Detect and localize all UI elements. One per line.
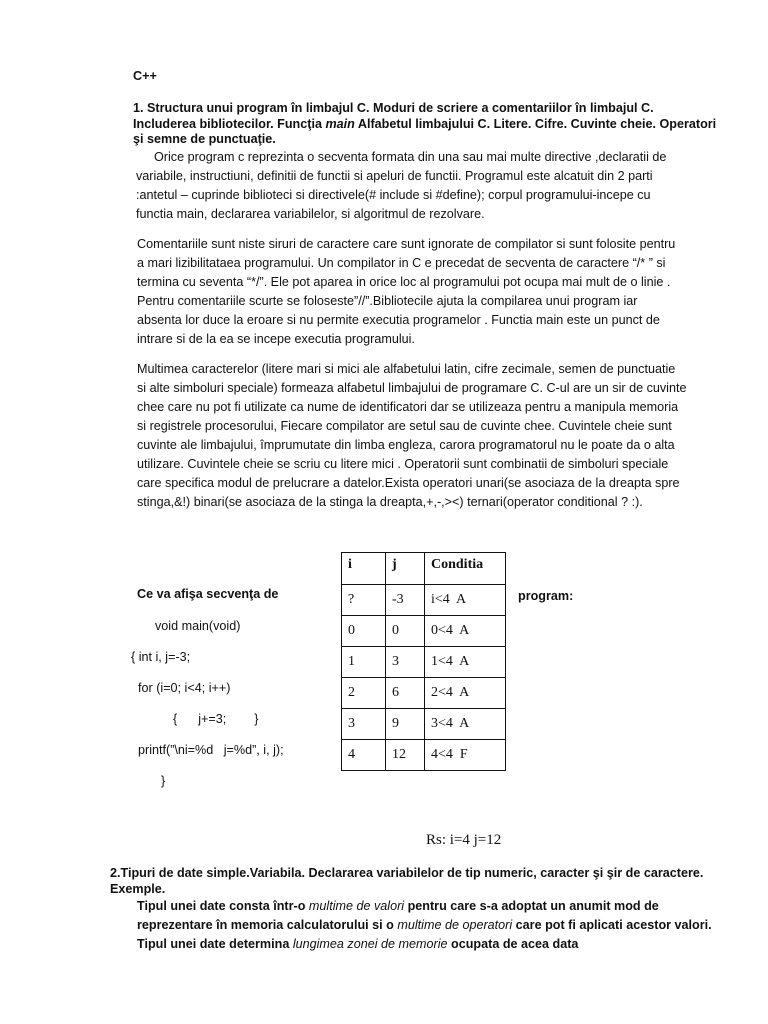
p3-line: Multimea caracterelor (litere mari si mici ale alfabetului latin, cifre zecimale, semen de punctuatie (137, 362, 676, 376)
p2-line: Pentru comentariile scurte se foloseste”//”.Bibliotecile ajuta la compilarea unui program iar (137, 294, 638, 308)
paragraph-program-structure (136, 148, 666, 224)
table-cell: i<4 A (425, 585, 506, 616)
p1-line: variabile, instructiuni, definitii de functii si apeluri de functii. Programul este alcatuit din 2 parti (136, 169, 653, 183)
code-line: } (161, 774, 166, 788)
trace-table (341, 552, 506, 771)
paragraph-alphabet (137, 360, 686, 512)
p3-line: care specifica modul de prelucrare a datelor.Exista operatori unari(se asociaza de la dreapta spre (137, 476, 680, 490)
table-cell: 6 (386, 678, 425, 709)
table-cell: 12 (386, 740, 425, 771)
p1-line: functia main, declararea variabilelor, si algoritmul de rezolvare. (136, 207, 485, 221)
section1-heading-line2: Includerea bibliotecilor. Funcţia main Alfabetul limbajului C. Litere. Cifre. Cuvinte cheie. Operatori (133, 116, 717, 131)
table-cell: 3 (386, 647, 425, 678)
table-cell: 2<4 A (425, 678, 506, 709)
paragraph-comments (137, 235, 675, 349)
code-line: printf(”\ni=%d j=%d”, i, j); (138, 743, 284, 757)
p2-line: intrare si de la ea se incepe executia programului. (137, 332, 415, 346)
p3-line: utilizare. Cuvintele cheie se scriu cu litere mici . Operatorii sunt combinatii de simboluri speciale (137, 457, 669, 471)
table-cell: 1 (342, 647, 386, 678)
p3-line: si registrele procesorului, Fiecare compilator are setul sau de cuvinte chee. Cuvintele cheie sunt (137, 419, 672, 433)
table-cell: 0 (342, 616, 386, 647)
section1-heading (133, 101, 716, 148)
p2-line: termina cu seventa “*/”. Ele pot aparea in orice loc al programului pot ocupa mai mult de o linie . (137, 275, 671, 289)
header-cell-i: i (342, 553, 386, 585)
table-cell: 3 (342, 709, 386, 740)
section1-heading-line1: 1. Structura unui program în limbajul C. Moduri de scriere a comentariilor în limbajul C. (133, 101, 654, 115)
table-row (342, 709, 506, 740)
p2-line: Comentariile sunt niste siruri de caractere care sunt ignorate de compilator si sunt folosite pentru (137, 237, 676, 251)
section2-body (137, 897, 712, 954)
code-line: { int i, j=-3; (131, 650, 191, 664)
table-cell: 0<4 A (425, 616, 506, 647)
s2-line: reprezentare în memoria calculatorului si o multime de operatori care pot fi aplicati acestor valori. (137, 918, 712, 932)
table-cell: 4 (342, 740, 386, 771)
code-line: for (i=0; i<4; i++) (138, 681, 231, 695)
table-row (342, 678, 506, 709)
table-cell: ? (342, 585, 386, 616)
section2-heading-line1: 2.Tipuri de date simple.Variabila. Declararea variabilelor de tip numeric, caracter şi şir de caractere. (110, 866, 704, 880)
p3-line: si alte simboluri speciale) formeaza alfabetul limbajului de programare C. C-ul are un sir de cuvinte (137, 381, 687, 395)
table-cell: 3<4 A (425, 709, 506, 740)
exercise-question: Ce va afişa secvenţa de (137, 587, 279, 601)
p2-line: absenta lor duce la eroare si nu permite executia programelor . Functia main este un punct de (137, 313, 660, 327)
s2-line: Tipul unei date consta într-o multime de valori pentru care s-a adoptat un anumit mod de (137, 899, 659, 913)
answer-text: Rs: i=4 j=12 (426, 832, 502, 848)
table-cell: 4<4 F (425, 740, 506, 771)
section2-heading (110, 866, 703, 897)
p3-line: cuvinte ale limbajului, împrumutate din limba engleza, carora programatorul nu le poate da o alta (137, 438, 675, 452)
code-line: void main(void) (155, 619, 241, 633)
section1-heading-line3: şi semne de punctuaţie. (133, 132, 276, 146)
p1-line: :antetul – cuprinde biblioteci si directivele(# include si #define); corpul programului-incepe cu (136, 188, 651, 202)
p3-line: stinga,&!) binari(se asociaza de la stinga la dreapta,+,-,><) ternari(operator conditional ? :). (137, 495, 643, 509)
table-row (342, 616, 506, 647)
table-cell: 2 (342, 678, 386, 709)
header-cell-conditia: Conditia (425, 553, 506, 585)
section2-heading-line2: Exemple. (110, 881, 166, 896)
p2-line: a mari lizibilitataea programului. Un compilator in C e precedat de secventa de caractere “/* ” si (137, 256, 666, 270)
table-cell: 1<4 A (425, 647, 506, 678)
code-line: { j+=3; } (173, 712, 259, 726)
header-cell-j: j (386, 553, 425, 585)
table-cell: -3 (386, 585, 425, 616)
p3-line: chee care nu pot fi utilizate ca nume de identificatori dar se utilizeaza pentru a manipula memoria (137, 400, 679, 414)
table-row (342, 585, 506, 616)
s2-line: Tipul unei date determina lungimea zonei de memorie ocupata de acea data (137, 937, 579, 951)
exercise-question-continued: program: (518, 589, 574, 603)
document-title: C++ (133, 69, 157, 83)
table-cell: 0 (386, 616, 425, 647)
trace-table-header (342, 553, 506, 585)
p1-line: Orice program c reprezinta o secventa formata din una sau mai multe directive ,declaratii de (154, 150, 667, 164)
table-row (342, 647, 506, 678)
table-cell: 9 (386, 709, 425, 740)
table-row (342, 740, 506, 771)
